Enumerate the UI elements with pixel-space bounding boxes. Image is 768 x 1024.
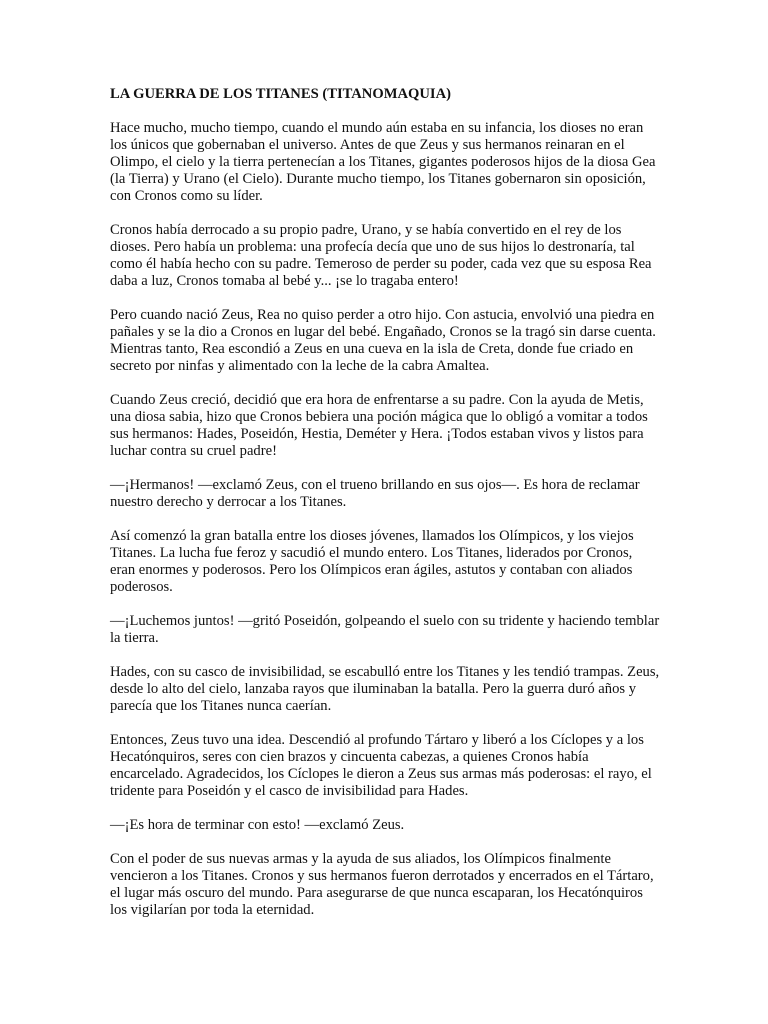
paragraph-1: Hace mucho, mucho tiempo, cuando el mundo aún estaba en su infancia, los dioses no eran los únicos que gobernaban el universo. Antes de que Zeus y sus hermanos reinaran en el Olimpo, el cielo y la tierra pertenecían a los Titanes, gigantes poderosos hijos de la diosa Gea (la Tierra) y Urano (el Cielo). Durante mucho tiempo, los Titanes gobernaron sin oposición, con Cronos como su líder. [110,120,656,204]
paragraph-10: —¡Es hora de terminar con esto! —exclamó Zeus. [110,817,405,833]
document-page [110,86,660,936]
paragraph-2: Cronos había derrocado a su propio padre, Urano, y se había convertido en el rey de los dioses. Pero había un problema: una profecía decía que uno de sus hijos lo destronaría, tal como él había hecho con su padre. Temeroso de perder su poder, cada vez que su esposa Rea daba a luz, Cronos tomaba al bebé y... ¡se lo tragaba entero! [110,222,652,289]
paragraph-6: Así comenzó la gran batalla entre los dioses jóvenes, llamados los Olímpicos, y los viejos Titanes. La lucha fue feroz y sacudió el mundo entero. Los Titanes, liderados por Cronos, eran enormes y poderosos. Pero los Olímpicos eran ágiles, astutos y contaban con aliados poderosos. [110,528,634,595]
paragraph-4: Cuando Zeus creció, decidió que era hora de enfrentarse a su padre. Con la ayuda de Metis, una diosa sabia, hizo que Cronos bebiera una poción mágica que lo obligó a vomitar a todos sus hermanos: Hades, Poseidón, Hestia, Deméter y Hera. ¡Todos estaban vivos y listos para luchar contra su cruel padre! [110,392,648,459]
paragraph-8: Hades, con su casco de invisibilidad, se escabulló entre los Titanes y les tendió trampas. Zeus, desde lo alto del cielo, lanzaba rayos que iluminaban la batalla. Pero la guerra duró años y parecía que los Titanes nunca caerían. [110,664,660,714]
paragraph-11: Con el poder de sus nuevas armas y la ayuda de sus aliados, los Olímpicos finalmente vencieron a los Titanes. Cronos y sus hermanos fueron derrotados y encerrados en el Tártaro, el lugar más oscuro del mundo. Para asegurarse de que nunca escaparan, los Hecatónquiros los vigilarían por toda la eternidad. [110,851,654,918]
document-title: LA GUERRA DE LOS TITANES (TITANOMAQUIA) [110,86,451,102]
paragraph-5: —¡Hermanos! —exclamó Zeus, con el trueno brillando en sus ojos—. Es hora de reclamar nuestro derecho y derrocar a los Titanes. [110,477,640,510]
paragraph-3: Pero cuando nació Zeus, Rea no quiso perder a otro hijo. Con astucia, envolvió una piedra en pañales y se la dio a Cronos en lugar del bebé. Engañado, Cronos se la tragó sin darse cuenta. Mientras tanto, Rea escondió a Zeus en una cueva en la isla de Creta, donde fue criado en secreto por ninfas y alimentado con la leche de la cabra Amaltea. [110,307,656,374]
paragraph-7: —¡Luchemos juntos! —gritó Poseidón, golpeando el suelo con su tridente y haciendo temblar la tierra. [110,613,660,646]
paragraph-9: Entonces, Zeus tuvo una idea. Descendió al profundo Tártaro y liberó a los Cíclopes y a los Hecatónquiros, seres con cien brazos y cincuenta cabezas, a quienes Cronos había encarcelado. Agradecidos, los Cíclopes le dieron a Zeus sus armas más poderosas: el rayo, el tridente para Poseidón y el casco de invisibilidad para Hades. [110,732,652,799]
